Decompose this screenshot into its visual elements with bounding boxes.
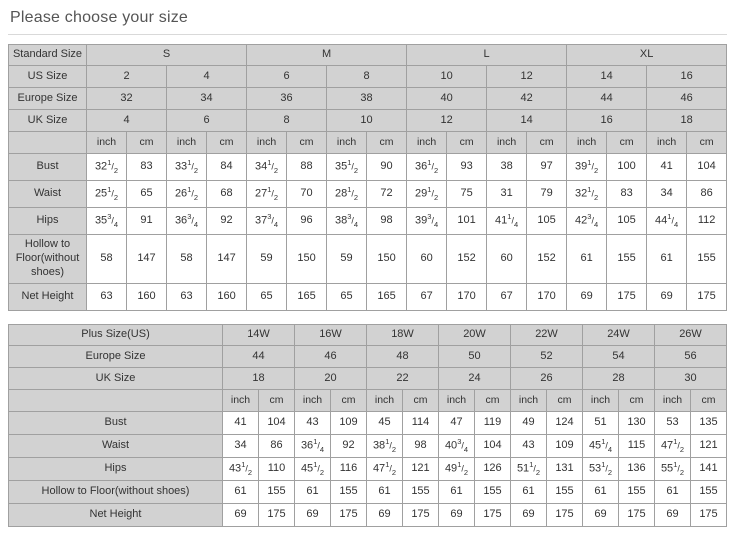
unit-cell: inch [439,390,475,412]
measurement-value: 155 [619,481,655,504]
measurement-value: 150 [287,235,327,284]
measurement-value: $36^1/_2$ [407,154,447,181]
unit-cell: inch [647,132,687,154]
measurement-value: 61 [647,235,687,284]
unit-cell: inch [583,390,619,412]
row-value: 40 [407,88,487,110]
measurement-value: 100 [607,154,647,181]
measurement-value: $44^1/_4$ [647,208,687,235]
measurement-value: 160 [207,284,247,311]
measurement-row [9,458,727,481]
measurement-label: Net Height [9,504,223,527]
measurement-value: 67 [487,284,527,311]
measurement-value: 65 [247,284,287,311]
row-label: Europe Size [9,88,87,110]
unit-cell: inch [511,390,547,412]
size-group-header: S [87,45,247,66]
row-value: 36 [247,88,327,110]
measurement-value: 61 [223,481,259,504]
size-group-header: 24W [583,325,655,346]
row-value: 8 [247,110,327,132]
measurement-value: 67 [407,284,447,311]
measurement-value: 69 [295,504,331,527]
measurement-value: $35^3/_4$ [87,208,127,235]
measurement-value: 165 [287,284,327,311]
row-value: 46 [295,346,367,368]
measurement-value: 175 [403,504,439,527]
measurement-value: 69 [567,284,607,311]
row-value: 12 [407,110,487,132]
unit-cell: cm [475,390,511,412]
measurement-value: $36^1/_4$ [295,435,331,458]
measurement-value: $49^1/_2$ [439,458,475,481]
measurement-row [9,181,727,208]
measurement-value: 60 [487,235,527,284]
measurement-value: 88 [287,154,327,181]
measurement-value: 155 [691,481,727,504]
measurement-value: $53^1/_2$ [583,458,619,481]
measurement-value: 90 [367,154,407,181]
size-group-header: 26W [655,325,727,346]
measurement-value: $38^1/_2$ [367,435,403,458]
measurement-row [9,154,727,181]
measurement-value: 165 [367,284,407,311]
measurement-value: 58 [87,235,127,284]
measurement-value: 45 [367,412,403,435]
measurement-value: $39^3/_4$ [407,208,447,235]
measurement-label: Waist [9,181,87,208]
row-value: 12 [487,66,567,88]
measurement-label: Bust [9,412,223,435]
measurement-value: 105 [607,208,647,235]
measurement-value: 175 [547,504,583,527]
unit-cell: inch [655,390,691,412]
row-value: 34 [167,88,247,110]
measurement-value: $37^3/_4$ [247,208,287,235]
measurement-value: 92 [331,435,367,458]
unit-cell: cm [619,390,655,412]
row-value: 14 [487,110,567,132]
size-group-header: 20W [439,325,511,346]
measurement-value: 119 [475,412,511,435]
measurement-value: 170 [527,284,567,311]
measurement-value: 155 [687,235,727,284]
measurement-value: 116 [331,458,367,481]
measurement-value: 58 [167,235,207,284]
measurement-value: 41 [647,154,687,181]
measurement-value: $36^3/_4$ [167,208,207,235]
measurement-value: 130 [619,412,655,435]
size-group-header: XL [567,45,727,66]
measurement-value: 114 [403,412,439,435]
unit-cell: cm [259,390,295,412]
measurement-value: $55^1/_2$ [655,458,691,481]
unit-cell: inch [87,132,127,154]
measurement-value: 63 [87,284,127,311]
standard-size-table [8,44,727,311]
measurement-label: Hips [9,458,223,481]
measurement-value: 175 [331,504,367,527]
measurement-value: $32^1/_2$ [87,154,127,181]
measurement-label: Net Height [9,284,87,311]
row-value: 28 [583,368,655,390]
size-group-header: 22W [511,325,583,346]
measurement-value: 61 [367,481,403,504]
unit-cell: inch [247,132,287,154]
unit-cell: cm [287,132,327,154]
measurement-row [9,284,727,311]
measurement-value: 147 [127,235,167,284]
measurement-value: 34 [647,181,687,208]
row-value: 56 [655,346,727,368]
measurement-value: 61 [511,481,547,504]
row-value: 52 [511,346,583,368]
row-value: 42 [487,88,567,110]
measurement-value: 152 [527,235,567,284]
measurement-value: $47^1/_2$ [655,435,691,458]
measurement-value: 96 [287,208,327,235]
measurement-value: 175 [619,504,655,527]
measurement-value: 105 [527,208,567,235]
measurement-value: 155 [259,481,295,504]
unit-row-spacer [9,132,87,154]
row-value: 4 [167,66,247,88]
table-row [9,88,727,110]
measurement-value: 68 [207,181,247,208]
unit-cell: cm [367,132,407,154]
row-label: UK Size [9,368,223,390]
unit-cell: cm [547,390,583,412]
measurement-value: $43^1/_2$ [223,458,259,481]
unit-cell: cm [403,390,439,412]
measurement-value: 75 [447,181,487,208]
measurement-value: $32^1/_2$ [567,181,607,208]
measurement-value: 34 [223,435,259,458]
row-value: 10 [407,66,487,88]
measurement-value: 63 [167,284,207,311]
unit-cell: inch [167,132,207,154]
measurement-value: 84 [207,154,247,181]
row-value: 6 [167,110,247,132]
row-label: UK Size [9,110,87,132]
measurement-value: 152 [447,235,487,284]
measurement-value: 155 [475,481,511,504]
measurement-value: 61 [439,481,475,504]
measurement-value: 69 [367,504,403,527]
measurement-value: 31 [487,181,527,208]
measurement-value: 83 [127,154,167,181]
row-value: 46 [647,88,727,110]
row-value: 6 [247,66,327,88]
size-group-header: 18W [367,325,439,346]
row-value: 30 [655,368,727,390]
row-value: 44 [567,88,647,110]
measurement-value: 61 [295,481,331,504]
measurement-value: 135 [691,412,727,435]
measurement-value: 155 [403,481,439,504]
measurement-value: 61 [655,481,691,504]
row-value: 14 [567,66,647,88]
measurement-value: 69 [511,504,547,527]
table-row [9,110,727,132]
measurement-value: 59 [327,235,367,284]
measurement-value: 121 [403,458,439,481]
row-value: 18 [647,110,727,132]
table-header-label: Plus Size(US) [9,325,223,346]
row-value: 2 [87,66,167,88]
measurement-row [9,412,727,435]
measurement-value: 69 [439,504,475,527]
measurement-value: 69 [583,504,619,527]
measurement-value: 170 [447,284,487,311]
unit-cell: cm [607,132,647,154]
size-group-header: 14W [223,325,295,346]
measurement-value: 155 [607,235,647,284]
row-value: 18 [223,368,295,390]
measurement-value: $39^1/_2$ [567,154,607,181]
measurement-value: 43 [511,435,547,458]
measurement-value: $28^1/_2$ [327,181,367,208]
row-value: 44 [223,346,295,368]
measurement-value: 86 [687,181,727,208]
measurement-value: 69 [655,504,691,527]
row-value: 4 [87,110,167,132]
unit-cell: cm [527,132,567,154]
row-value: 8 [327,66,407,88]
measurement-value: $42^3/_4$ [567,208,607,235]
measurement-value: 86 [259,435,295,458]
measurement-value: 101 [447,208,487,235]
measurement-value: $38^3/_4$ [327,208,367,235]
measurement-label: Bust [9,154,87,181]
unit-cell: cm [691,390,727,412]
measurement-value: $35^1/_2$ [327,154,367,181]
measurement-value: 112 [687,208,727,235]
row-value: 20 [295,368,367,390]
measurement-value: 109 [547,435,583,458]
table-row [9,346,727,368]
measurement-value: 109 [331,412,367,435]
unit-row-spacer [9,390,223,412]
measurement-value: 124 [547,412,583,435]
measurement-value: 126 [475,458,511,481]
measurement-value: 160 [127,284,167,311]
measurement-value: $33^1/_2$ [167,154,207,181]
measurement-row [9,208,727,235]
row-value: 54 [583,346,655,368]
measurement-value: 136 [619,458,655,481]
measurement-value: 79 [527,181,567,208]
measurement-value: 115 [619,435,655,458]
measurement-value: 175 [687,284,727,311]
measurement-value: 91 [127,208,167,235]
measurement-value: 53 [655,412,691,435]
measurement-value: 104 [475,435,511,458]
measurement-value: 175 [475,504,511,527]
table-header-row [9,325,727,346]
measurement-value: 97 [527,154,567,181]
row-value: 26 [511,368,583,390]
measurement-row [9,481,727,504]
table-row [9,66,727,88]
measurement-value: $27^1/_2$ [247,181,287,208]
measurement-value: 175 [259,504,295,527]
page-title: Please choose your size [10,9,189,26]
unit-row [9,132,727,154]
unit-cell: cm [687,132,727,154]
measurement-value: $25^1/_2$ [87,181,127,208]
unit-cell: inch [487,132,527,154]
unit-cell: inch [295,390,331,412]
measurement-value: 147 [207,235,247,284]
measurement-value: 155 [331,481,367,504]
unit-cell: cm [207,132,247,154]
size-group-header: L [407,45,567,66]
row-value: 32 [87,88,167,110]
table-row [9,368,727,390]
measurement-value: 72 [367,181,407,208]
measurement-value: 175 [607,284,647,311]
row-value: 50 [439,346,511,368]
measurement-value: $51^1/_2$ [511,458,547,481]
row-label: Europe Size [9,346,223,368]
measurement-value: 121 [691,435,727,458]
unit-row [9,390,727,412]
measurement-row [9,235,727,284]
size-group-header: M [247,45,407,66]
measurement-value: $29^1/_2$ [407,181,447,208]
measurement-value: 175 [691,504,727,527]
row-value: 48 [367,346,439,368]
measurement-value: 104 [687,154,727,181]
row-value: 24 [439,368,511,390]
unit-cell: inch [407,132,447,154]
measurement-label: Hollow to Floor(without shoes) [9,235,87,284]
row-label: US Size [9,66,87,88]
measurement-value: $45^1/_2$ [295,458,331,481]
title-divider [8,34,727,35]
unit-cell: inch [367,390,403,412]
unit-cell: cm [447,132,487,154]
measurement-value: 38 [487,154,527,181]
measurement-value: 69 [223,504,259,527]
unit-cell: inch [327,132,367,154]
row-value: 22 [367,368,439,390]
measurement-value: 92 [207,208,247,235]
measurement-value: 93 [447,154,487,181]
row-value: 38 [327,88,407,110]
measurement-value: $34^1/_2$ [247,154,287,181]
measurement-value: 104 [259,412,295,435]
unit-cell: cm [127,132,167,154]
unit-cell: cm [331,390,367,412]
measurement-row [9,435,727,458]
measurement-value: 150 [367,235,407,284]
measurement-value: 131 [547,458,583,481]
measurement-value: $47^1/_2$ [367,458,403,481]
measurement-value: 83 [607,181,647,208]
measurement-value: 70 [287,181,327,208]
measurement-value: $45^1/_4$ [583,435,619,458]
measurement-value: 61 [583,481,619,504]
measurement-value: 47 [439,412,475,435]
measurement-value: 65 [327,284,367,311]
measurement-value: 98 [403,435,439,458]
row-value: 16 [567,110,647,132]
measurement-value: 60 [407,235,447,284]
measurement-value: 51 [583,412,619,435]
measurement-value: 61 [567,235,607,284]
unit-cell: inch [567,132,607,154]
measurement-label: Hollow to Floor(without shoes) [9,481,223,504]
measurement-value: 155 [547,481,583,504]
measurement-value: $26^1/_2$ [167,181,207,208]
measurement-value: 59 [247,235,287,284]
table-header-label: Standard Size [9,45,87,66]
measurement-value: 110 [259,458,295,481]
measurement-label: Waist [9,435,223,458]
row-value: 10 [327,110,407,132]
measurement-value: 98 [367,208,407,235]
measurement-value: 141 [691,458,727,481]
size-group-header: 16W [295,325,367,346]
measurement-value: 43 [295,412,331,435]
measurement-row [9,504,727,527]
row-value: 16 [647,66,727,88]
measurement-label: Hips [9,208,87,235]
measurement-value: 49 [511,412,547,435]
measurement-value: 41 [223,412,259,435]
measurement-value: $40^3/_4$ [439,435,475,458]
unit-cell: inch [223,390,259,412]
plus-size-table [8,324,727,527]
measurement-value: 65 [127,181,167,208]
table-header-row [9,45,727,66]
measurement-value: $41^1/_4$ [487,208,527,235]
measurement-value: 69 [647,284,687,311]
